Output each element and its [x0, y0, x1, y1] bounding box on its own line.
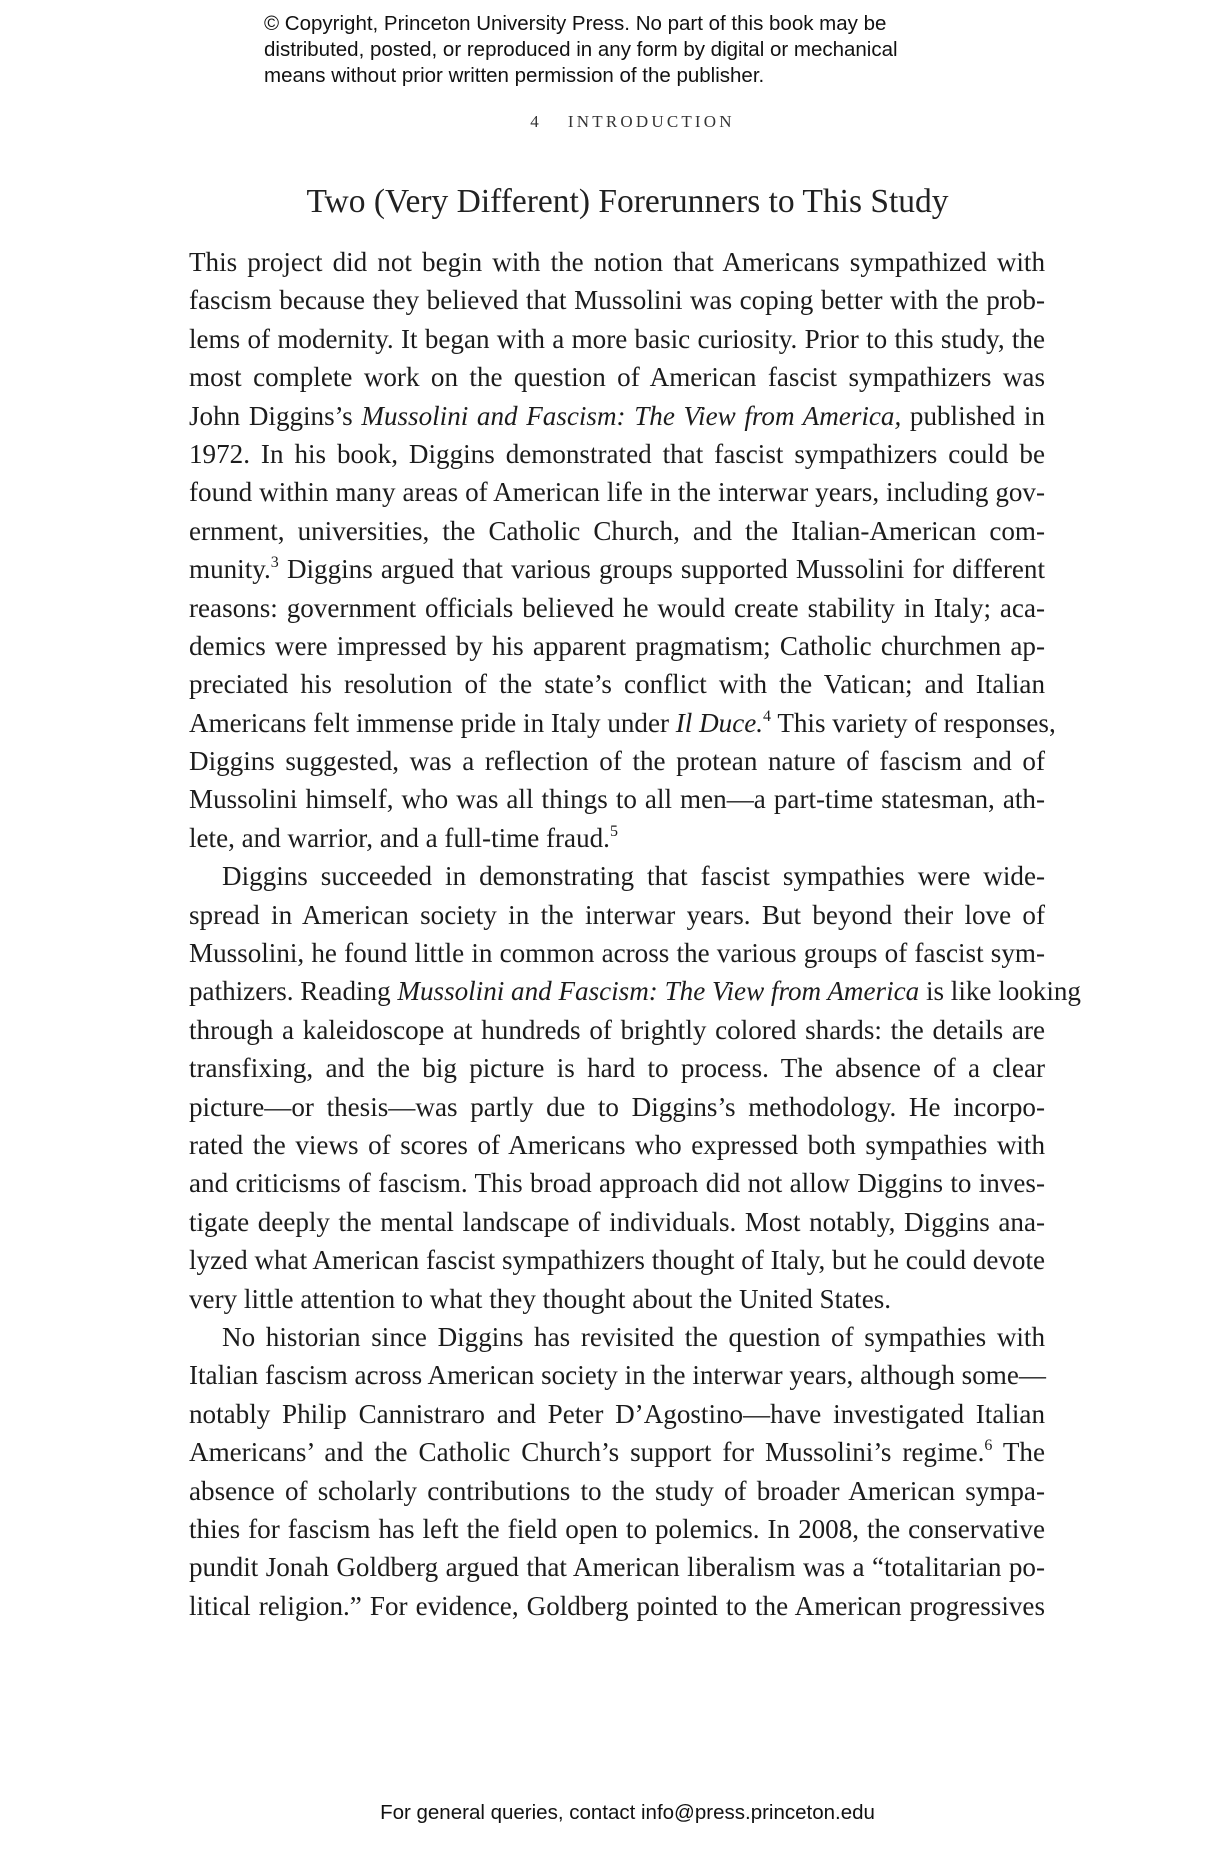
- section-title: Two (Very Different) Forerunners to This Study: [306, 183, 949, 220]
- text-line: Mussolini himself, who was all things to all men—a part-time statesman, ath-: [189, 784, 1045, 815]
- text-run: John Diggins’s: [189, 400, 362, 431]
- copyright-notice: [264, 11, 984, 89]
- copyright-line: © Copyright, Princeton University Press. No part of this book may be: [264, 12, 887, 35]
- text-run: Americans’ and the Catholic Church’s support for Mussolini’s regime.: [189, 1437, 985, 1468]
- text-line: very little attention to what they thought about the United States.: [189, 1283, 892, 1314]
- text-line: picture—or thesis—was partly due to Diggins’s methodology. He incorpo-: [189, 1091, 1045, 1122]
- text-line: tigate deeply the mental landscape of individuals. Most notably, Diggins ana-: [189, 1206, 1045, 1237]
- text-line: found within many areas of American life in the interwar years, including gov-: [189, 477, 1045, 508]
- text-line: and criticisms of fascism. This broad approach did not allow Diggins to inves-: [189, 1168, 1045, 1199]
- text-line: [189, 550, 1045, 588]
- body-text: [189, 243, 1081, 1625]
- text-line: lems of modernity. It began with a more basic curiosity. Prior to this study, the: [189, 323, 1045, 354]
- text-line: Italian fascism across American society in the interwar years, although some—: [189, 1360, 1046, 1391]
- text-line: [189, 819, 1045, 857]
- footer-contact: For general queries, contact info@press.princeton.edu: [380, 1801, 875, 1824]
- text-line: fascism because they believed that Mussolini was coping better with the prob-: [189, 285, 1045, 316]
- copyright-line: distributed, posted, or reproduced in any form by digital or mechanical: [264, 38, 898, 61]
- text-run: Americans felt immense pride in Italy under: [189, 707, 676, 738]
- text-run: munity.: [189, 554, 271, 585]
- page-number: 4: [530, 112, 542, 131]
- text-run: The: [992, 1437, 1046, 1468]
- copyright-line: means without prior written permission of the publisher.: [264, 64, 765, 87]
- text-run: pathizers. Reading: [189, 976, 398, 1007]
- text-line: litical religion.” For evidence, Goldberg pointed to the American progressives: [189, 1590, 1045, 1621]
- text-line: lyzed what American fascist sympathizers thought of Italy, but he could devote: [189, 1245, 1045, 1276]
- text-line: absence of scholarly contributions to the study of broader American sympa-: [189, 1475, 1045, 1506]
- text-line: transfixing, and the big picture is hard to process. The absence of a clear: [189, 1053, 1045, 1084]
- text-line: preciated his resolution of the state’s conflict with the Vatican; and Italian: [189, 669, 1045, 700]
- running-head: [0, 112, 1225, 132]
- text-line: rated the views of scores of Americans who expressed both sympathies with: [189, 1129, 1045, 1160]
- text-line: No historian since Diggins has revisited the question of sympathies with: [222, 1321, 1045, 1352]
- running-head-title: INTRODUCTION: [567, 112, 735, 131]
- text-line: ernment, universities, the Catholic Church, and the Italian-American com-: [189, 515, 1045, 546]
- text-line: reasons: government officials believed he would create stability in Italy; aca-: [189, 592, 1045, 623]
- text-line: most complete work on the question of American fascist sympathizers was: [189, 362, 1045, 393]
- text-line: through a kaleidoscope at hundreds of brightly colored shards: the details are: [189, 1014, 1045, 1045]
- text-line: [189, 397, 1045, 435]
- text-line: demics were impressed by his apparent pragmatism; Catholic churchmen ap-: [189, 630, 1045, 661]
- text-run: lete, and warrior, and a full-time fraud.: [189, 822, 610, 853]
- book-title: Mussolini and Fascism: The View from America: [397, 976, 920, 1007]
- text-line: spread in American society in the interwar years. But beyond their love of: [189, 899, 1045, 930]
- book-title: Mussolini and Fascism: The View from America,: [361, 400, 902, 431]
- text-run: published in: [901, 400, 1046, 431]
- footnote-ref: 4: [763, 707, 772, 725]
- text-line: thies for fascism has left the field open to polemics. In 2008, the conservative: [189, 1513, 1045, 1544]
- text-line: pundit Jonah Goldberg argued that American liberalism was a “totalitarian po-: [189, 1552, 1045, 1583]
- text-run: This variety of responses,: [771, 707, 1056, 738]
- text-run: is like looking: [919, 976, 1081, 1007]
- text-line: notably Philip Cannistraro and Peter D’Agostino—have investigated Italian: [189, 1398, 1045, 1429]
- text-line: Mussolini, he found little in common across the various groups of fascist sym-: [189, 938, 1045, 969]
- text-line: This project did not begin with the notion that Americans sympathized with: [189, 247, 1045, 277]
- footnote-ref: 6: [984, 1437, 993, 1455]
- text-run: Diggins argued that various groups supported Mussolini for different: [278, 554, 1045, 585]
- text-line: Diggins suggested, was a reflection of the protean nature of fascism and of: [189, 746, 1045, 777]
- paragraph: [189, 857, 1081, 1318]
- italic-term: Il Duce.: [675, 707, 764, 738]
- paragraph: [189, 243, 1056, 857]
- text-line: 1972. In his book, Diggins demonstrated that fascist sympathizers could be: [189, 438, 1045, 469]
- footnote-ref: 5: [609, 822, 618, 840]
- footnote-ref: 3: [270, 554, 279, 572]
- text-line: Diggins succeeded in demonstrating that fascist sympathies were wide-: [222, 861, 1045, 892]
- paragraph: [189, 1318, 1045, 1625]
- text-line: [189, 1433, 1045, 1471]
- text-line: [189, 972, 1081, 1010]
- text-line: [189, 704, 1056, 742]
